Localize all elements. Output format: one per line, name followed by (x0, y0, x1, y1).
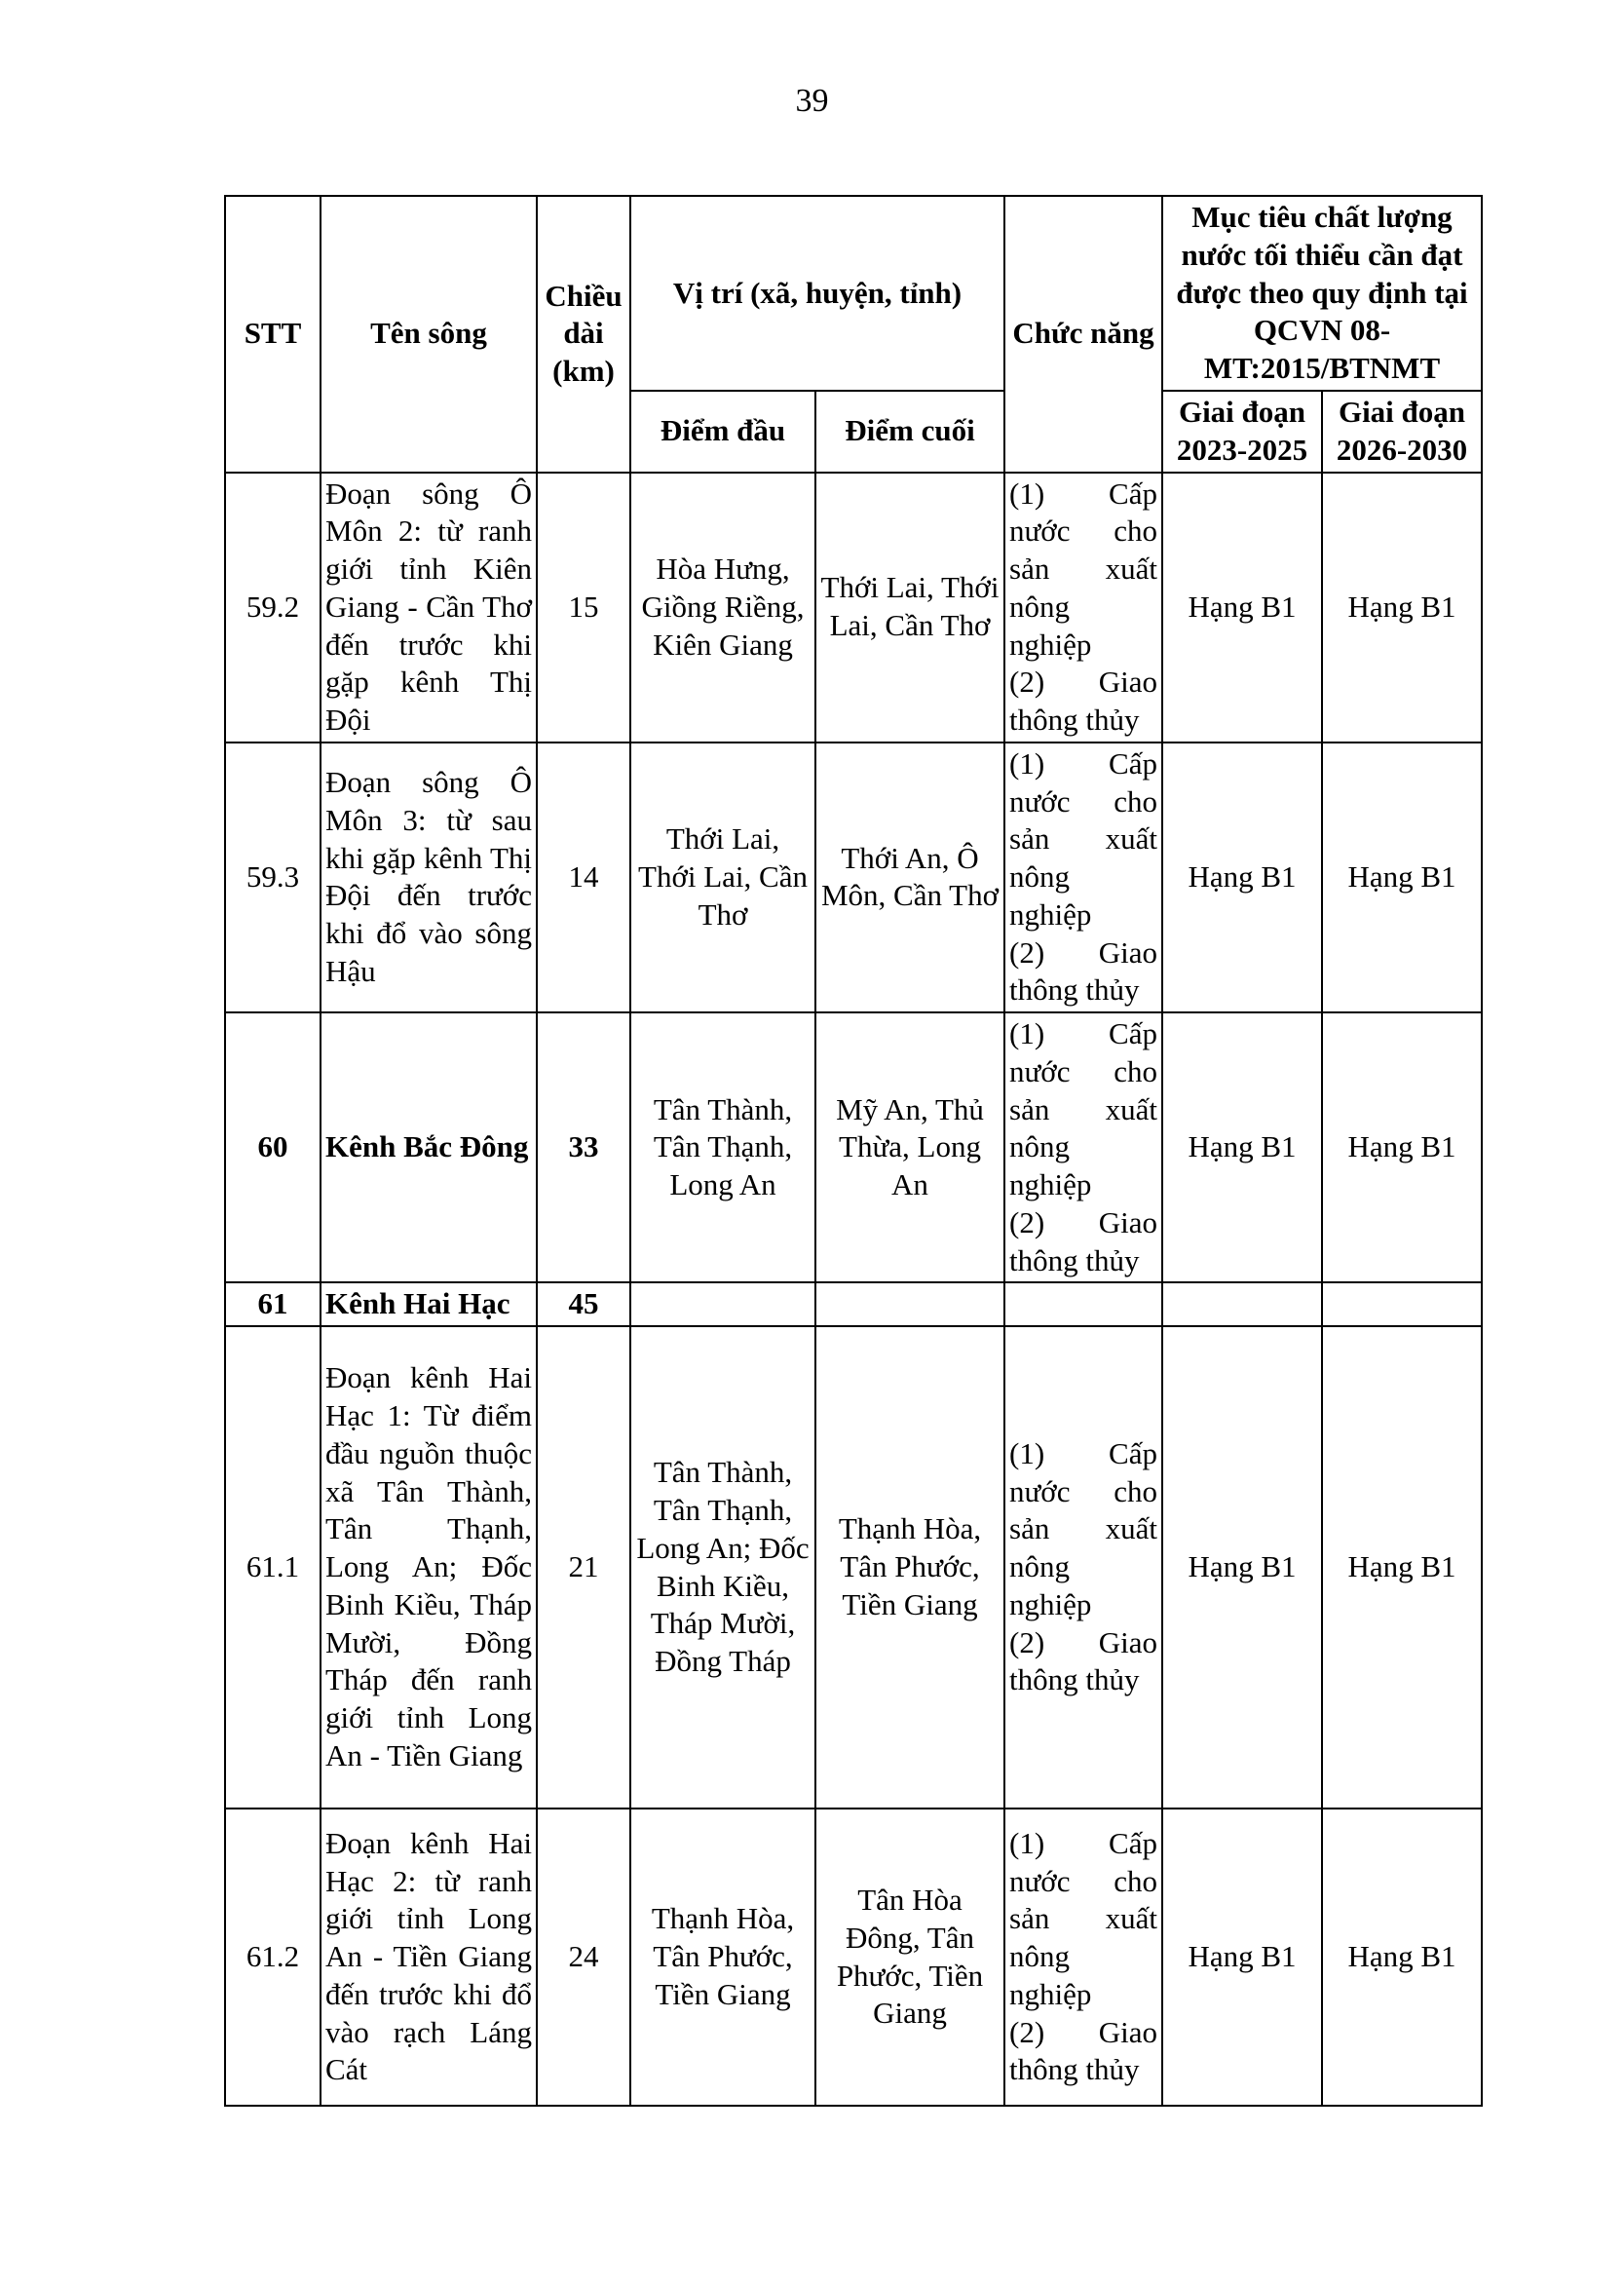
function-line: nghiệp (1009, 627, 1092, 662)
table-row (225, 1282, 1482, 1326)
function-line: (1) Cấp (1009, 745, 1157, 781)
row-stt: 61.1 (225, 1326, 321, 1809)
function-line: (2) Giao (1009, 1624, 1157, 1659)
row-length: 15 (537, 473, 630, 743)
row-stt: 60 (225, 1012, 321, 1282)
row-start: Tân Thành, Tân Thạnh, Long An; Đốc Binh Kiều, Tháp Mười, Đồng Tháp (630, 1326, 815, 1809)
function-line: nông (1009, 1939, 1070, 1974)
row-start: Thạnh Hòa, Tân Phước, Tiền Giang (630, 1809, 815, 2106)
header-ten-song: Tên sông (321, 196, 537, 473)
row-start (630, 1282, 815, 1326)
function-line: nước cho (1009, 1473, 1157, 1508)
function-line: (1) Cấp (1009, 1435, 1157, 1470)
row-name: Kênh Hai Hạc (321, 1282, 537, 1326)
function-line: (2) Giao (1009, 2014, 1157, 2049)
row-function (1004, 1012, 1162, 1282)
row-gd1: Hạng B1 (1162, 1809, 1322, 2106)
header-giai-doan-2: Giai đoạn 2026-2030 (1322, 391, 1482, 473)
row-gd2: Hạng B1 (1322, 1012, 1482, 1282)
function-line: nông (1009, 859, 1070, 894)
row-end: Thạnh Hòa, Tân Phước, Tiền Giang (815, 1326, 1004, 1809)
header-stt: STT (225, 196, 321, 473)
row-gd2: Hạng B1 (1322, 1809, 1482, 2106)
row-length: 21 (537, 1326, 630, 1809)
row-name: Đoạn kênh Hai Hạc 1: Từ điểm đầu nguồn thuộc xã Tân Thành, Tân Thạnh, Long An; Đốc Binh Kiều, Tháp Mười, Đồng Tháp đến ranh giới tỉnh Long An - Tiền Giang (321, 1326, 537, 1809)
row-function (1004, 473, 1162, 743)
row-stt: 59.2 (225, 473, 321, 743)
function-line: thông thủy (1009, 2052, 1140, 2087)
header-giai-doan-1: Giai đoạn 2023-2025 (1162, 391, 1322, 473)
function-line: thông thủy (1009, 703, 1140, 737)
function-line: nghiệp (1009, 896, 1092, 932)
header-chieu-dai: Chiều dài (km) (537, 196, 630, 473)
table-row (225, 743, 1482, 1012)
row-name: Đoạn kênh Hai Hạc 2: từ ranh giới tỉnh Long An - Tiền Giang đến trước khi đổ vào rạch Láng Cát (321, 1809, 537, 2106)
function-line: nước cho (1009, 1053, 1157, 1088)
function-line: sản xuất (1009, 552, 1157, 586)
row-name: Đoạn sông Ô Môn 2: từ ranh giới tỉnh Kiên Giang - Cần Thơ đến trước khi gặp kênh Thị Đội (321, 473, 537, 743)
function-line: nông (1009, 1129, 1070, 1164)
page-number: 39 (795, 83, 829, 119)
row-length: 45 (537, 1282, 630, 1326)
row-length: 33 (537, 1012, 630, 1282)
function-line: nghiệp (1009, 1976, 1092, 2011)
table-row (225, 1326, 1482, 1809)
row-stt: 59.3 (225, 743, 321, 1012)
function-line: sản xuất (1009, 1901, 1157, 1936)
row-end: Mỹ An, Thủ Thừa, Long An (815, 1012, 1004, 1282)
function-line: (1) Cấp (1009, 1016, 1157, 1050)
row-gd2 (1322, 1282, 1482, 1326)
function-line: thông thủy (1009, 1242, 1140, 1277)
row-gd2: Hạng B1 (1322, 743, 1482, 1012)
row-end: Thới An, Ô Môn, Cần Thơ (815, 743, 1004, 1012)
row-gd1: Hạng B1 (1162, 1326, 1322, 1809)
function-line: nước cho (1009, 1863, 1157, 1898)
function-line: (2) Giao (1009, 934, 1157, 970)
row-gd1 (1162, 1282, 1322, 1326)
row-gd1: Hạng B1 (1162, 743, 1322, 1012)
function-line: (1) Cấp (1009, 476, 1157, 511)
table-row (225, 473, 1482, 743)
row-length: 24 (537, 1809, 630, 2106)
function-line: sản xuất (1009, 821, 1157, 857)
function-line: (2) Giao (1009, 665, 1157, 700)
row-gd2: Hạng B1 (1322, 1326, 1482, 1809)
row-end (815, 1282, 1004, 1326)
function-line: nông (1009, 1549, 1070, 1584)
row-stt: 61.2 (225, 1809, 321, 2106)
row-function (1004, 1326, 1162, 1809)
row-function (1004, 743, 1162, 1012)
table-row (225, 1012, 1482, 1282)
function-line: thông thủy (1009, 972, 1140, 1008)
function-line: nghiệp (1009, 1167, 1092, 1201)
header-chuc-nang: Chức năng (1004, 196, 1162, 473)
row-start: Thới Lai, Thới Lai, Cần Thơ (630, 743, 815, 1012)
function-line: sản xuất (1009, 1511, 1157, 1546)
function-line: (2) Giao (1009, 1204, 1157, 1239)
header-diem-cuoi: Điểm cuối (815, 391, 1004, 473)
row-end: Tân Hòa Đông, Tân Phước, Tiền Giang (815, 1809, 1004, 2106)
function-line: nước cho (1009, 514, 1157, 549)
row-name: Kênh Bắc Đông (321, 1012, 537, 1282)
row-end: Thới Lai, Thới Lai, Cần Thơ (815, 473, 1004, 743)
row-gd2: Hạng B1 (1322, 473, 1482, 743)
row-start: Tân Thành, Tân Thạnh, Long An (630, 1012, 815, 1282)
header-diem-dau: Điểm đầu (630, 391, 815, 473)
function-line: sản xuất (1009, 1091, 1157, 1126)
function-line: nghiệp (1009, 1586, 1092, 1621)
row-function (1004, 1809, 1162, 2106)
function-line: (1) Cấp (1009, 1825, 1157, 1860)
row-gd1: Hạng B1 (1162, 473, 1322, 743)
function-line: nông (1009, 589, 1070, 624)
table-row (225, 1809, 1482, 2106)
row-stt: 61 (225, 1282, 321, 1326)
row-length: 14 (537, 743, 630, 1012)
row-name: Đoạn sông Ô Môn 3: từ sau khi gặp kênh Thị Đội đến trước khi đổ vào sông Hậu (321, 743, 537, 1012)
header-muc-tieu: Mục tiêu chất lượng nước tối thiểu cần đạt được theo quy định tại QCVN 08-MT:2015/BTNMT (1162, 196, 1482, 391)
row-gd1: Hạng B1 (1162, 1012, 1322, 1282)
function-line: nước cho (1009, 783, 1157, 819)
row-function (1004, 1282, 1162, 1326)
water-quality-table (224, 195, 1483, 2107)
header-vi-tri: Vị trí (xã, huyện, tỉnh) (630, 196, 1004, 391)
function-line: thông thủy (1009, 1662, 1140, 1697)
row-start: Hòa Hưng, Giồng Riềng, Kiên Giang (630, 473, 815, 743)
